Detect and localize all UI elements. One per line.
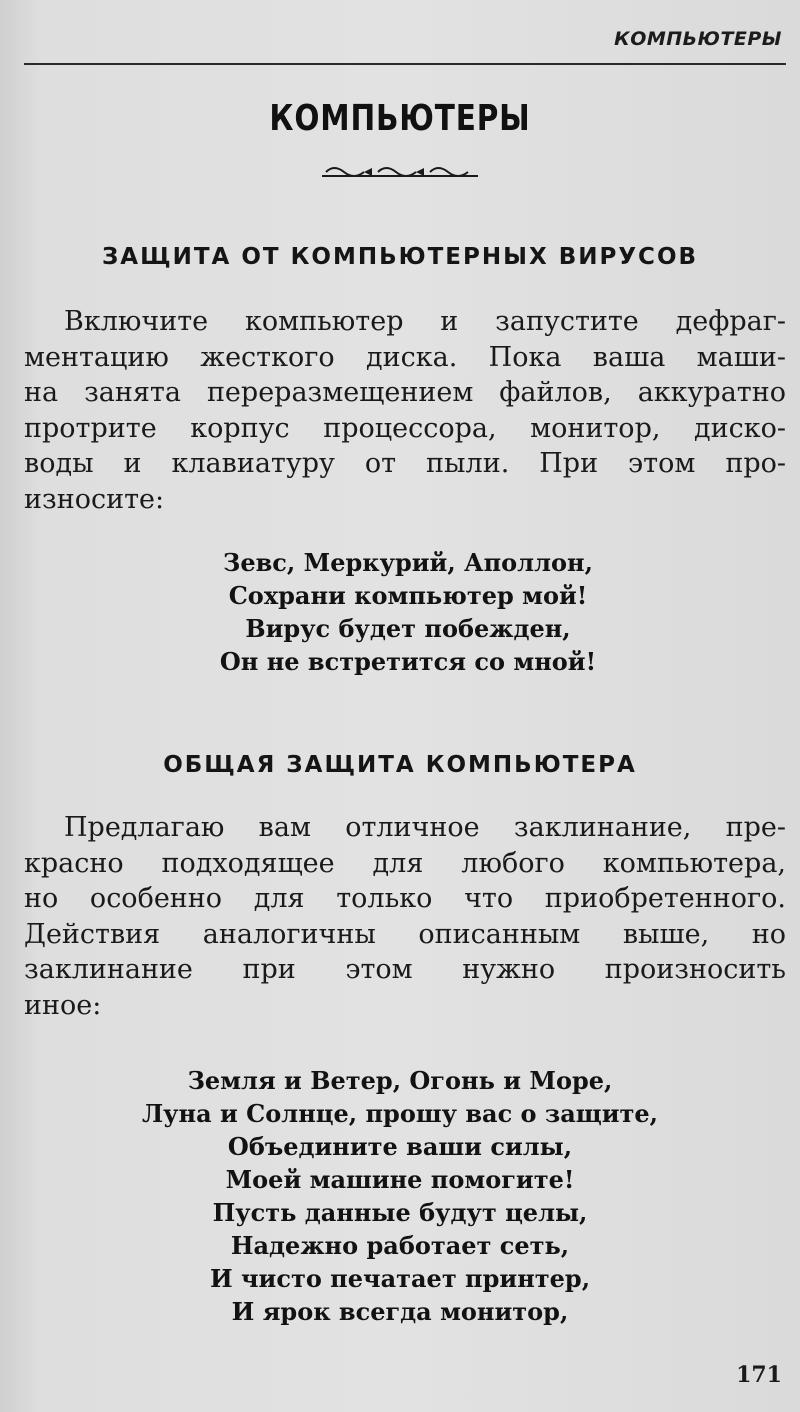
verse-line: Земля и Ветер, Огонь и Море, <box>187 1066 613 1095</box>
spell-verse <box>0 1064 800 1328</box>
section-title-general-protection: ОБЩАЯ ЗАЩИТА КОМПЬЮТЕРА <box>163 752 637 778</box>
verse-line: Зевс, Меркурий, Аполлон, <box>223 548 593 577</box>
header-rule <box>24 63 786 65</box>
paragraph-line: Включите компьютер и запустите дефраг- <box>64 306 786 337</box>
paragraph-line: красно подходящее для любого компьютера, <box>24 847 786 879</box>
ornament-divider <box>320 162 480 182</box>
paragraph-line: Действия аналогичны описанным выше, но <box>24 918 786 950</box>
section-paragraph <box>24 810 786 1023</box>
verse-line: Моей машине помогите! <box>225 1165 575 1194</box>
section-title-antivirus: ЗАЩИТА ОТ КОМПЬЮТЕРНЫХ ВИРУСОВ <box>101 244 699 270</box>
verse-line: Сохрани компьютер мой! <box>228 581 588 610</box>
paragraph-line: заклинание при этом нужно произносить <box>24 954 786 985</box>
verse-line: Он не встретится со мной! <box>219 647 597 676</box>
paragraph-line: ментацию жесткого диска. Пока ваша маши- <box>24 341 786 373</box>
verse-line: Луна и Солнце, прошу вас о защите, <box>141 1099 659 1128</box>
verse-line: И чисто печатает принтер, <box>209 1264 591 1293</box>
paragraph-line: протрите корпус процессора, монитор, диско- <box>24 412 786 444</box>
paragraph-line: воды и клавиатуру от пыли. При этом про- <box>24 448 786 479</box>
paragraph-line: износите: <box>24 483 165 515</box>
verse-line: Надежно работает сеть, <box>230 1231 570 1260</box>
chapter-title: КОМПЬЮТЕРЫ <box>269 98 531 139</box>
paragraph-line: но особенно для только что приобретенного. <box>24 883 786 914</box>
section-paragraph <box>24 304 786 517</box>
paragraph-line: иное: <box>24 989 102 1021</box>
verse-line: Вирус будет побежден, <box>245 614 571 643</box>
paragraph-line: на занята переразмещением файлов, аккуратно <box>24 377 786 408</box>
verse-line: Пусть данные будут целы, <box>212 1198 588 1227</box>
verse-line: И ярок всегда монитор, <box>231 1297 569 1326</box>
paragraph-line: Предлагаю вам отличное заклинание, пре- <box>64 812 786 843</box>
verse-line: Объедините ваши силы, <box>227 1132 573 1161</box>
page-number: 171 <box>736 1362 782 1388</box>
spell-verse <box>8 546 800 678</box>
running-head: КОМПЬЮТЕРЫ <box>614 28 782 50</box>
